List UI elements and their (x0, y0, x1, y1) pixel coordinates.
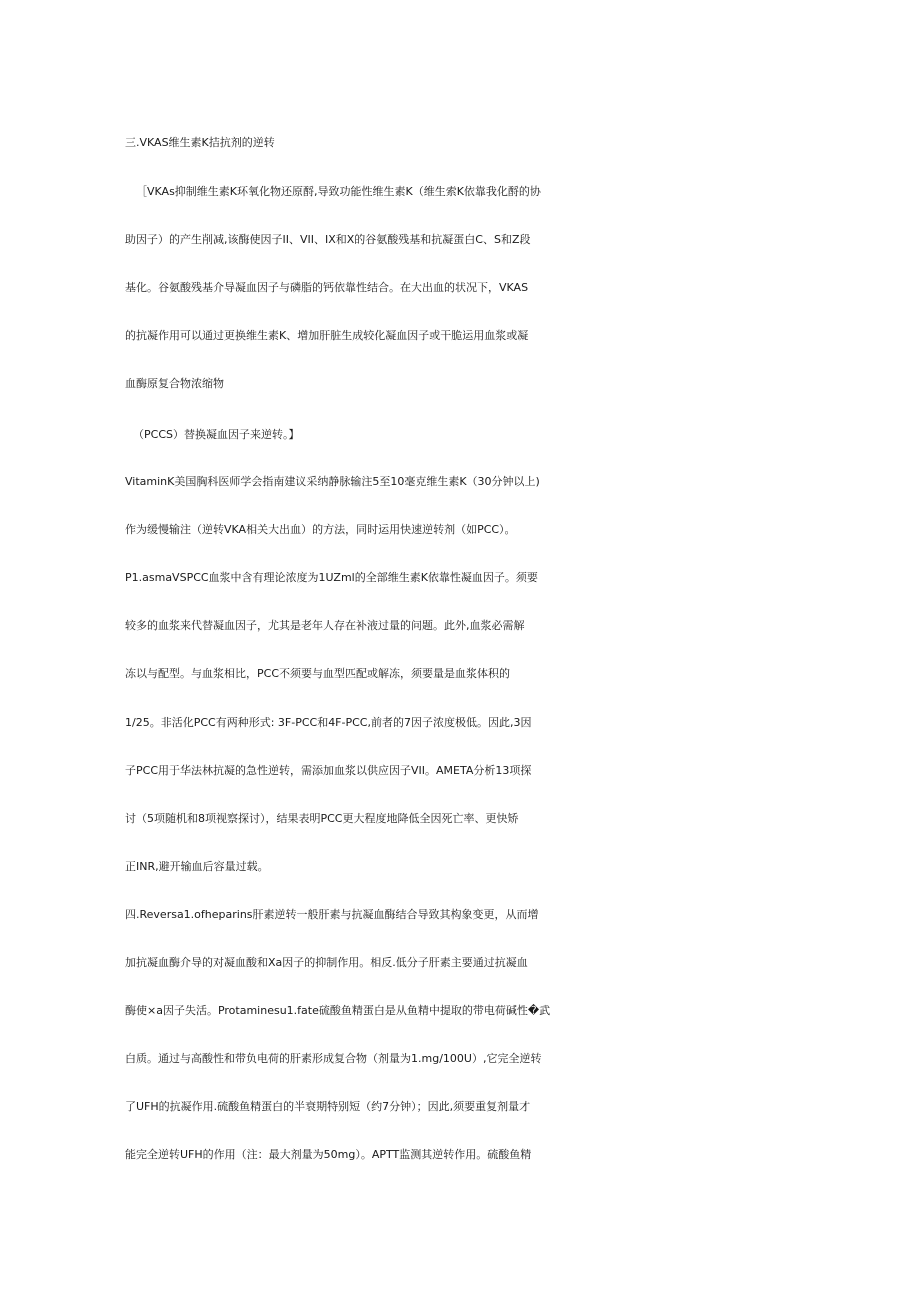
paragraph-line: 血酶原复合物浓缩物 (125, 377, 224, 390)
paragraph-line: 1/25。非活化PCC有两种形式: 3F-PCC和4F-PCC,前者的7因子浓度极低。因此,3因 (125, 716, 532, 729)
paragraph-line: 助因子）的产生削减,该酶使因子II、VII、IX和X的谷氨酸残基和抗凝蛋白C、S和Z段 (125, 233, 531, 246)
paragraph-line: （PCCS）替换凝血因子来逆转。】 (133, 428, 300, 441)
paragraph-line: 白质。通过与高酸性和带负电荷的肝素形成复合物（剂量为1.mg∕100U）,它完全逆转 (125, 1052, 542, 1065)
paragraph-line: ［VKAs抑制维生素K环氧化物还原酹,导致功能性维生素K（维生索K依靠我化酹的协 (136, 185, 541, 198)
paragraph-line: 正INR,避开输血后容量过载。 (125, 860, 269, 873)
paragraph-line: 冻以与配型。与血浆相比，PCC不须要与血型匹配或解冻，须要量是血浆体积的 (125, 667, 510, 680)
paragraph-line: 较多的血浆来代替凝血因子，尤其是老年人存在补液过量的问题。此外,血浆必需解 (125, 619, 525, 632)
section-heading-vkas: 三.VKAS维生素K拮抗剂的逆转 (125, 136, 275, 149)
paragraph-line: 了UFH的抗凝作用.硫酸鱼精蛋白的半衰期特别短（约7分钟）；因此,须要重复剂量才 (125, 1100, 531, 1113)
section-heading-heparin: 四.Reversa1.ofheparins肝素逆转一般肝素与抗凝血酶结合导致其构象变更，从而增 (125, 908, 539, 921)
paragraph-line: 酶使×a因子失活。Protaminesu1.fate硫酸鱼精蛋白是从鱼精中提取的带电荷碱性�武 (125, 1004, 551, 1017)
paragraph-line: 基化。谷氨酸残基介导凝血因子与磷脂的钙依靠性结合。在大出血的状况下，VKAS (125, 281, 529, 294)
paragraph-line: 子PCC用于华法林抗凝的急性逆转，需添加血浆以供应因子VII。AMETA分析13项探 (125, 764, 532, 777)
paragraph-line: P1.asmaVSPCC血浆中含有理论浓度为1UZml的全部维生素K依靠性凝血因子。须要 (125, 571, 538, 584)
paragraph-line: VitaminK美国胸科医师学会指南建议采纳静脉输注5至10毫克维生素K（30分钟以上) (125, 475, 540, 488)
paragraph-line: 能完全逆转UFH的作用（注：最大剂量为50mg）。APTT监测其逆转作用。硫酸鱼精 (125, 1148, 532, 1161)
paragraph-line: 的抗凝作用可以通过更换维生素K、增加肝脏生成较化凝血因子或干脆运用血浆或凝 (125, 329, 529, 342)
paragraph-line: 加抗凝血酶介导的对凝血酸和Xa因子的抑制作用。相反.低分子肝素主要通过抗凝血 (125, 956, 528, 969)
paragraph-line: 讨（5项随机和8项视察探讨），结果表明PCC更大程度地降低全因死亡率、更快矫 (125, 812, 519, 825)
paragraph-line: 作为缓慢输注（逆转VKA相关大出血）的方法，同时运用快速逆转剂（如PCC）。 (125, 523, 516, 536)
